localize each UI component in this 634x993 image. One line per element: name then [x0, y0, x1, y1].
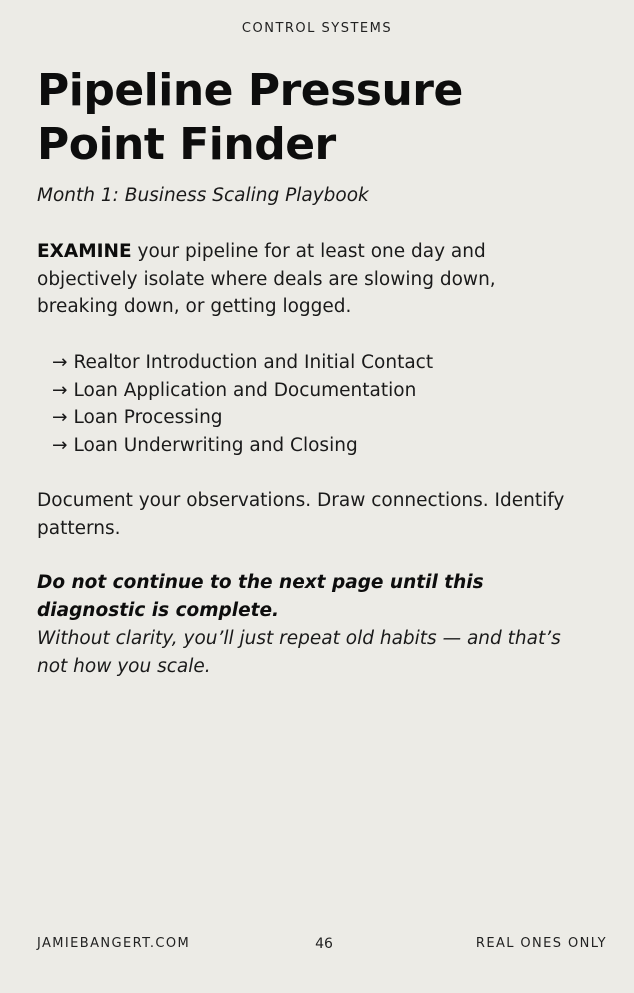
- stage-label: Realtor Introduction and Initial Contact: [73, 352, 434, 373]
- arrow-right-icon: →: [52, 434, 68, 456]
- page-title-line-2: Point Finder: [37, 119, 336, 170]
- intro-paragraph: [37, 238, 577, 321]
- stage-label: Loan Processing: [73, 407, 223, 428]
- stage-label: Loan Application and Documentation: [73, 379, 417, 401]
- stage-item: [52, 349, 433, 377]
- warning-paragraph: Do not continue to the next page until this diagnostic is complete.: [37, 572, 484, 621]
- page-title: [37, 64, 597, 172]
- footer-website: JAMIEBANGERT.COM: [37, 936, 191, 951]
- clarity-note: Without clarity, you’ll just repeat old habits — and that’s not how you scale.: [37, 628, 561, 677]
- footer-tagline: REAL ONES ONLY: [475, 936, 607, 951]
- pipeline-stage-list: [52, 349, 433, 459]
- arrow-right-icon: →: [52, 407, 68, 428]
- stage-item: [52, 404, 433, 432]
- intro-text: your pipeline for at least one day and objectively isolate where deals are slowing down, breaking down, or getting logged.: [37, 241, 496, 317]
- intro-emphasis: EXAMINE: [37, 241, 132, 262]
- instructions-paragraph: Document your observations. Draw connections. Identify patterns.: [37, 490, 565, 539]
- stage-item: [52, 377, 433, 405]
- page-title-line-1: Pipeline Pressure: [37, 65, 463, 116]
- page-subtitle: Month 1: Business Scaling Playbook: [37, 185, 369, 206]
- arrow-right-icon: →: [52, 379, 68, 401]
- stage-item: [52, 432, 433, 460]
- arrow-right-icon: →: [52, 352, 68, 373]
- stage-label: Loan Underwriting and Closing: [73, 434, 358, 456]
- page-number: 46: [315, 936, 333, 952]
- section-label: CONTROL SYSTEMS: [241, 21, 393, 36]
